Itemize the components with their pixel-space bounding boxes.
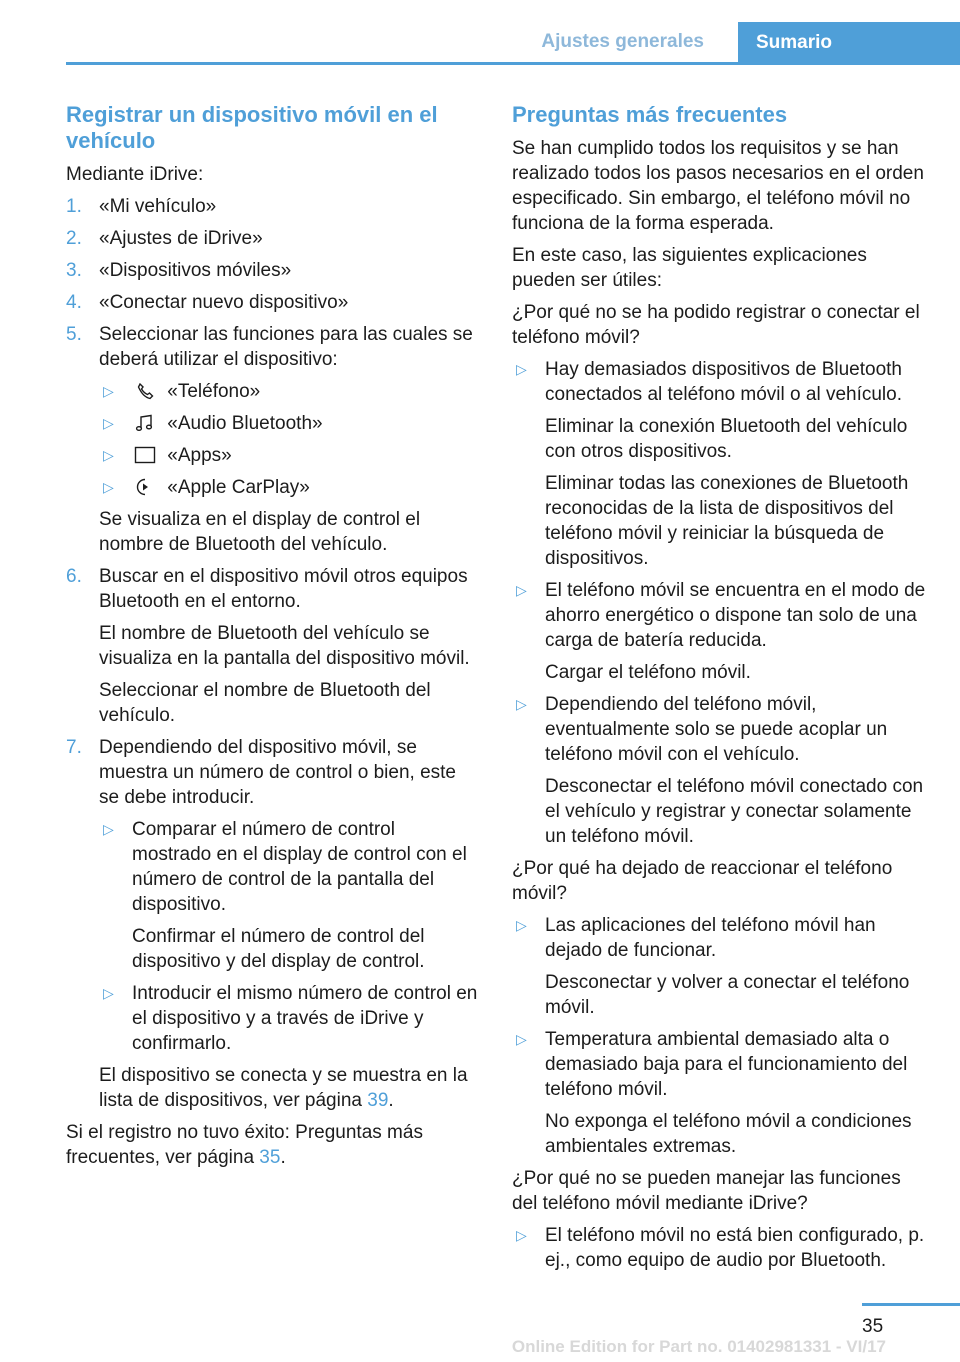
step-number: 2. (66, 228, 82, 249)
step-text: «Conectar nuevo dispositivo» (99, 292, 349, 313)
step-text: Buscar en el dispositivo móvil otros equipos Bluetooth en el entorno. (99, 566, 468, 612)
footer-rule (862, 1303, 960, 1306)
step-2 (66, 226, 478, 251)
step-4 (66, 290, 478, 315)
triangle-bullet-icon: ▷ (103, 985, 114, 1001)
answer-text: El teléfono móvil se encuentra en el modo de ahorro energético o dispone tan solo de una carga de batería reducida. (545, 580, 926, 651)
section-heading-faq: Preguntas más frecuentes (512, 102, 788, 127)
function-item-audio (99, 411, 478, 436)
answer-subtext: Eliminar la conexión Bluetooth del vehículo con otros dispositivos. (545, 416, 908, 462)
function-item-carplay (99, 475, 478, 500)
tab-sumario[interactable]: Sumario (738, 22, 960, 62)
answer-subtext: No exponga el teléfono móvil a condiciones ambientales extremas. (545, 1111, 912, 1157)
step-6-detail: El nombre de Bluetooth del vehículo se visualiza en la pantalla del dispositivo móvil. (99, 623, 470, 669)
page-link-35[interactable]: 35 (259, 1147, 281, 1168)
step-number: 5. (66, 324, 82, 345)
faq-question: ¿Por qué ha dejado de reaccionar el teléfono móvil? (512, 858, 893, 904)
apps-box-icon (134, 446, 156, 464)
step-6 (66, 564, 478, 728)
step-7-bullet-compare (99, 817, 478, 974)
step-text: Dependiendo del dispositivo móvil, se muestra un número de control o bien, este se debe introducir. (99, 737, 456, 808)
triangle-bullet-icon: ▷ (516, 696, 527, 712)
step-text: «Mi vehículo» (99, 196, 217, 217)
triangle-bullet-icon: ▷ (516, 582, 527, 598)
edition-watermark: Online Edition for Part no. 01402981331 - VI/17 (511, 1337, 886, 1356)
triangle-bullet-icon: ▷ (516, 1031, 527, 1047)
answer-subtext: Desconectar y volver a conectar el teléfono móvil. (545, 972, 910, 1018)
outro-text: Si el registro no tuvo éxito: Preguntas más frecuentes, ver página 35. (66, 1122, 423, 1168)
faq-answer (512, 692, 930, 849)
function-item-apps (99, 443, 478, 468)
step-3 (66, 258, 478, 283)
phone-icon (134, 382, 156, 400)
step-7-bullet-enter (99, 981, 478, 1056)
answer-text: Temperatura ambiental demasiado alta o demasiado baja para el funcionamiento del teléfono móvil. (545, 1029, 908, 1100)
faq-answer (512, 1223, 930, 1273)
function-item-phone (99, 379, 478, 404)
music-note-icon (134, 414, 156, 432)
answer-text: Las aplicaciones del teléfono móvil han dejado de funcionar. (545, 915, 876, 961)
step-text: «Ajustes de iDrive» (99, 228, 263, 249)
faq-answer (512, 913, 930, 1020)
function-label: «Audio Bluetooth» (167, 413, 323, 434)
tab-ajustes-generales[interactable]: Ajustes generales (541, 31, 704, 52)
right-column (512, 102, 930, 1280)
step-text: «Dispositivos móviles» (99, 260, 292, 281)
faq-intro-2: En este caso, las siguientes explicaciones pueden ser útiles: (512, 245, 867, 291)
function-label: «Apps» (167, 445, 232, 466)
triangle-bullet-icon: ▷ (516, 1227, 527, 1243)
bullet-text: Comparar el número de control mostrado en el display de control con el número de control de la pantalla del dispositivo. (132, 819, 467, 915)
faq-answer (512, 357, 930, 571)
faq-question: ¿Por qué no se pueden manejar las funciones del teléfono móvil mediante iDrive? (512, 1168, 901, 1214)
step-number: 4. (66, 292, 82, 313)
step-7-result: El dispositivo se conecta y se muestra en la lista de dispositivos, ver página 39. (99, 1065, 468, 1111)
step-5 (66, 322, 478, 557)
bullet-subtext: Confirmar el número de control del dispositivo y del display de control. (132, 926, 425, 972)
step-7 (66, 735, 478, 1113)
answer-subtext: Eliminar todas las conexiones de Bluetooth reconocidas de la lista de dispositivos del teléfono móvil y reiniciar la búsqueda de dispositivos. (545, 473, 909, 569)
function-label: «Teléfono» (167, 381, 261, 402)
faq-question: ¿Por qué no se ha podido registrar o conectar el teléfono móvil? (512, 302, 920, 348)
answer-text: Dependiendo del teléfono móvil, eventualmente solo se puede acoplar un teléfono móvil con el vehículo. (545, 694, 888, 765)
answer-subtext: Cargar el teléfono móvil. (545, 662, 751, 683)
section-heading-register: Registrar un dispositivo móvil en el vehículo (66, 102, 438, 153)
answer-subtext: Desconectar el teléfono móvil conectado con el vehículo y registrar y conectar solamente un teléfono móvil. (545, 776, 924, 847)
left-column (66, 102, 478, 1177)
step-5-note: Se visualiza en el display de control el nombre de Bluetooth del vehículo. (99, 509, 421, 555)
answer-text: Hay demasiados dispositivos de Bluetooth conectados al teléfono móvil o al vehículo. (545, 359, 902, 405)
triangle-bullet-icon: ▷ (516, 361, 527, 377)
answer-text: El teléfono móvil no está bien configurado, p. ej., como equipo de audio por Bluetooth. (545, 1225, 925, 1271)
triangle-bullet-icon: ▷ (103, 479, 114, 495)
intro-text: Mediante iDrive: (66, 164, 204, 185)
triangle-bullet-icon: ▷ (103, 415, 114, 431)
page-number: 35 (862, 1316, 884, 1337)
step-text: Seleccionar las funciones para las cuales se deberá utilizar el dispositivo: (99, 324, 473, 370)
triangle-bullet-icon: ▷ (103, 821, 114, 837)
function-label: «Apple CarPlay» (167, 477, 310, 498)
triangle-bullet-icon: ▷ (103, 447, 114, 463)
triangle-bullet-icon: ▷ (103, 383, 114, 399)
step-number: 1. (66, 196, 82, 217)
step-1 (66, 194, 478, 219)
faq-answer (512, 1027, 930, 1159)
carplay-play-icon (134, 478, 156, 496)
bullet-text: Introducir el mismo número de control en el dispositivo y a través de iDrive y confirmarlo. (132, 983, 478, 1054)
page-header (66, 22, 960, 65)
faq-answer (512, 578, 930, 685)
triangle-bullet-icon: ▷ (516, 917, 527, 933)
faq-intro: Se han cumplido todos los requisitos y se han realizado todos los pasos necesarios en el orden especificado. Sin embargo, el teléfono móvil no funciona de la forma esperada. (512, 138, 924, 234)
step-number: 6. (66, 566, 82, 587)
step-number: 7. (66, 737, 82, 758)
step-number: 3. (66, 260, 82, 281)
page-link-39[interactable]: 39 (367, 1090, 389, 1111)
step-6-detail: Seleccionar el nombre de Bluetooth del vehículo. (99, 680, 431, 726)
